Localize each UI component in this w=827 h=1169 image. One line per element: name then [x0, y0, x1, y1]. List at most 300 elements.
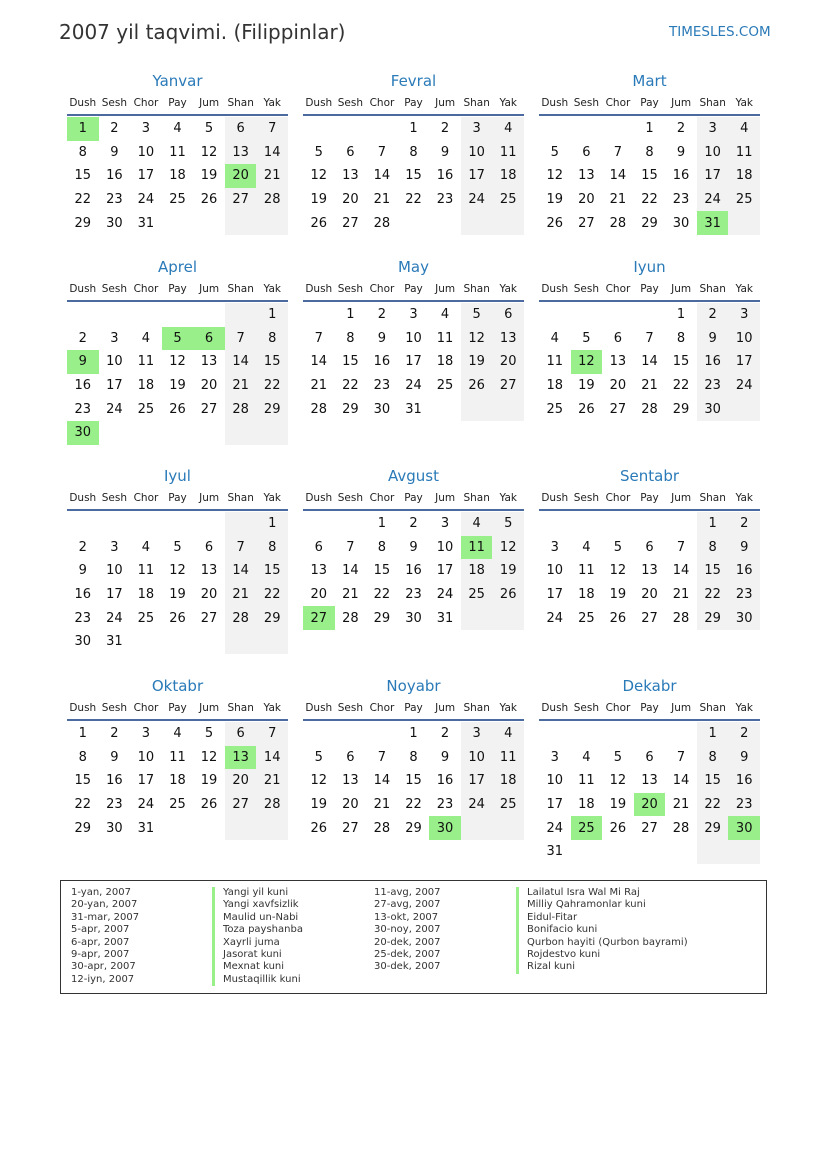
day-cell[interactable]: 23 — [697, 374, 729, 398]
day-cell[interactable]: 24 — [546, 610, 564, 626]
day-cell[interactable]: 22 — [342, 378, 359, 394]
day-cell[interactable]: 23 — [373, 378, 391, 394]
day-cell[interactable]: 29 — [697, 816, 729, 840]
day-cell[interactable]: 7 — [314, 330, 323, 346]
holiday-day[interactable]: 6 — [193, 327, 225, 351]
day-cell[interactable]: 4 — [550, 330, 559, 346]
day-cell[interactable]: 23 — [106, 797, 123, 813]
day-cell[interactable]: 7 — [256, 722, 288, 746]
day-cell[interactable]: 19 — [492, 559, 524, 583]
day-cell[interactable]: 29 — [697, 606, 729, 630]
day-cell[interactable]: 27 — [578, 215, 595, 231]
day-cell[interactable]: 14 — [672, 563, 690, 579]
day-cell[interactable]: 13 — [342, 773, 359, 789]
day-cell[interactable]: 11 — [728, 141, 760, 165]
day-cell[interactable]: 31 — [546, 844, 564, 860]
day-cell[interactable]: 18 — [578, 587, 595, 603]
day-cell[interactable]: 2 — [697, 303, 729, 327]
day-cell[interactable]: 27 — [225, 188, 257, 212]
holiday-day[interactable]: 27 — [303, 606, 335, 630]
day-cell[interactable]: 5 — [314, 144, 323, 160]
day-cell[interactable]: 18 — [137, 587, 155, 603]
day-cell[interactable]: 3 — [440, 516, 450, 532]
day-cell[interactable]: 10 — [137, 144, 155, 160]
day-cell[interactable]: 19 — [169, 378, 186, 394]
day-cell[interactable]: 26 — [310, 820, 328, 836]
day-cell[interactable]: 21 — [256, 164, 288, 188]
day-cell[interactable]: 24 — [137, 192, 155, 208]
day-cell[interactable]: 23 — [672, 192, 690, 208]
day-cell[interactable]: 17 — [697, 164, 729, 188]
day-cell[interactable]: 3 — [461, 117, 493, 141]
day-cell[interactable]: 17 — [137, 168, 155, 184]
day-cell[interactable]: 13 — [200, 354, 218, 370]
brand-link[interactable]: TIMESLES.COM — [669, 24, 771, 40]
day-cell[interactable]: 16 — [106, 773, 123, 789]
day-cell[interactable]: 31 — [106, 634, 123, 650]
day-cell[interactable]: 21 — [672, 797, 690, 813]
day-cell[interactable]: 27 — [641, 610, 658, 626]
day-cell[interactable]: 18 — [461, 559, 493, 583]
day-cell[interactable]: 16 — [373, 354, 391, 370]
day-cell[interactable]: 15 — [405, 168, 422, 184]
day-cell[interactable]: 18 — [546, 378, 564, 394]
day-cell[interactable]: 26 — [461, 374, 493, 398]
day-cell[interactable]: 11 — [578, 773, 595, 789]
day-cell[interactable]: 3 — [461, 722, 493, 746]
day-cell[interactable]: 17 — [106, 378, 123, 394]
day-cell[interactable]: 16 — [436, 773, 454, 789]
day-cell[interactable]: 10 — [405, 330, 422, 346]
day-cell[interactable]: 27 — [342, 820, 359, 836]
day-cell[interactable]: 2 — [728, 722, 760, 746]
day-cell[interactable]: 28 — [672, 820, 690, 836]
day-cell[interactable]: 20 — [609, 378, 627, 394]
day-cell[interactable]: 12 — [492, 536, 524, 560]
day-cell[interactable]: 26 — [609, 820, 627, 836]
day-cell[interactable]: 27 — [641, 820, 658, 836]
day-cell[interactable]: 3 — [110, 330, 119, 346]
day-cell[interactable]: 21 — [373, 192, 391, 208]
day-cell[interactable]: 23 — [728, 583, 760, 607]
day-cell[interactable]: 7 — [613, 144, 623, 160]
day-cell[interactable]: 19 — [461, 350, 493, 374]
day-cell[interactable]: 19 — [546, 192, 564, 208]
day-cell[interactable]: 1 — [697, 722, 729, 746]
day-cell[interactable]: 25 — [137, 401, 155, 417]
day-cell[interactable]: 9 — [110, 749, 119, 765]
day-cell[interactable]: 4 — [492, 722, 524, 746]
day-cell[interactable]: 4 — [582, 539, 591, 555]
day-cell[interactable]: 13 — [342, 168, 359, 184]
day-cell[interactable]: 29 — [74, 215, 92, 231]
day-cell[interactable]: 25 — [728, 188, 760, 212]
day-cell[interactable]: 7 — [225, 536, 257, 560]
day-cell[interactable]: 22 — [697, 583, 729, 607]
day-cell[interactable]: 8 — [256, 327, 288, 351]
day-cell[interactable]: 25 — [436, 378, 454, 394]
day-cell[interactable]: 20 — [342, 797, 359, 813]
day-cell[interactable]: 8 — [409, 749, 418, 765]
day-cell[interactable]: 17 — [461, 164, 493, 188]
day-cell[interactable]: 26 — [609, 610, 627, 626]
day-cell[interactable]: 30 — [697, 397, 729, 421]
day-cell[interactable]: 11 — [492, 746, 524, 770]
day-cell[interactable]: 14 — [641, 354, 658, 370]
day-cell[interactable]: 9 — [110, 144, 119, 160]
day-cell[interactable]: 9 — [728, 536, 760, 560]
day-cell[interactable]: 2 — [110, 121, 119, 137]
day-cell[interactable]: 12 — [546, 168, 564, 184]
day-cell[interactable]: 1 — [78, 726, 87, 742]
day-cell[interactable]: 9 — [676, 144, 686, 160]
day-cell[interactable]: 9 — [697, 327, 729, 351]
day-cell[interactable]: 21 — [342, 587, 359, 603]
day-cell[interactable]: 22 — [256, 583, 288, 607]
day-cell[interactable]: 24 — [461, 188, 493, 212]
day-cell[interactable]: 16 — [106, 168, 123, 184]
day-cell[interactable]: 18 — [169, 773, 186, 789]
day-cell[interactable]: 7 — [225, 327, 257, 351]
day-cell[interactable]: 22 — [256, 374, 288, 398]
day-cell[interactable]: 2 — [440, 726, 450, 742]
day-cell[interactable]: 28 — [225, 606, 257, 630]
day-cell[interactable]: 18 — [728, 164, 760, 188]
day-cell[interactable]: 10 — [106, 563, 123, 579]
day-cell[interactable]: 22 — [405, 797, 422, 813]
day-cell[interactable]: 24 — [546, 820, 564, 836]
day-cell[interactable]: 29 — [74, 820, 92, 836]
day-cell[interactable]: 27 — [200, 610, 218, 626]
day-cell[interactable]: 29 — [641, 215, 658, 231]
day-cell[interactable]: 27 — [492, 374, 524, 398]
day-cell[interactable]: 29 — [672, 401, 690, 417]
day-cell[interactable]: 13 — [578, 168, 595, 184]
day-cell[interactable]: 22 — [697, 793, 729, 817]
day-cell[interactable]: 23 — [74, 610, 92, 626]
day-cell[interactable]: 14 — [373, 168, 391, 184]
day-cell[interactable]: 8 — [409, 144, 418, 160]
day-cell[interactable]: 30 — [106, 215, 123, 231]
day-cell[interactable]: 8 — [676, 330, 686, 346]
day-cell[interactable]: 5 — [550, 144, 559, 160]
day-cell[interactable]: 23 — [436, 192, 454, 208]
day-cell[interactable]: 21 — [609, 192, 627, 208]
day-cell[interactable]: 25 — [137, 610, 155, 626]
day-cell[interactable]: 19 — [609, 587, 627, 603]
day-cell[interactable]: 28 — [373, 215, 391, 231]
day-cell[interactable]: 15 — [74, 773, 92, 789]
day-cell[interactable]: 24 — [728, 374, 760, 398]
day-cell[interactable]: 14 — [672, 773, 690, 789]
day-cell[interactable]: 15 — [405, 773, 422, 789]
day-cell[interactable]: 21 — [256, 769, 288, 793]
day-cell[interactable]: 30 — [672, 215, 690, 231]
day-cell[interactable]: 12 — [310, 773, 328, 789]
day-cell[interactable]: 12 — [461, 327, 493, 351]
day-cell[interactable]: 15 — [256, 350, 288, 374]
day-cell[interactable]: 28 — [256, 188, 288, 212]
day-cell[interactable]: 14 — [373, 773, 391, 789]
day-cell[interactable]: 19 — [310, 797, 328, 813]
day-cell[interactable]: 23 — [728, 793, 760, 817]
day-cell[interactable]: 1 — [256, 512, 288, 536]
day-cell[interactable]: 22 — [74, 797, 92, 813]
day-cell[interactable]: 17 — [106, 587, 123, 603]
day-cell[interactable]: 11 — [137, 354, 155, 370]
day-cell[interactable]: 14 — [342, 563, 359, 579]
day-cell[interactable]: 3 — [141, 726, 151, 742]
day-cell[interactable]: 19 — [169, 587, 186, 603]
day-cell[interactable]: 11 — [169, 144, 186, 160]
day-cell[interactable]: 28 — [225, 397, 257, 421]
day-cell[interactable]: 30 — [74, 634, 92, 650]
day-cell[interactable]: 26 — [169, 401, 186, 417]
day-cell[interactable]: 17 — [728, 350, 760, 374]
day-cell[interactable]: 2 — [110, 726, 119, 742]
day-cell[interactable]: 26 — [200, 192, 218, 208]
day-cell[interactable]: 12 — [169, 354, 186, 370]
day-cell[interactable]: 16 — [672, 168, 690, 184]
day-cell[interactable]: 24 — [697, 188, 729, 212]
day-cell[interactable]: 29 — [405, 820, 422, 836]
day-cell[interactable]: 1 — [377, 516, 387, 532]
day-cell[interactable]: 17 — [546, 587, 564, 603]
day-cell[interactable]: 6 — [346, 749, 355, 765]
holiday-day[interactable]: 25 — [571, 816, 603, 840]
day-cell[interactable]: 3 — [141, 121, 151, 137]
day-cell[interactable]: 6 — [492, 303, 524, 327]
day-cell[interactable]: 23 — [74, 401, 92, 417]
day-cell[interactable]: 8 — [377, 539, 387, 555]
day-cell[interactable]: 20 — [342, 192, 359, 208]
day-cell[interactable]: 25 — [169, 797, 186, 813]
day-cell[interactable]: 11 — [546, 354, 564, 370]
day-cell[interactable]: 18 — [492, 164, 524, 188]
day-cell[interactable]: 6 — [346, 144, 355, 160]
day-cell[interactable]: 26 — [200, 797, 218, 813]
day-cell[interactable]: 13 — [641, 563, 658, 579]
day-cell[interactable]: 31 — [436, 610, 454, 626]
day-cell[interactable]: 13 — [310, 563, 328, 579]
day-cell[interactable]: 8 — [78, 144, 87, 160]
day-cell[interactable]: 1 — [697, 512, 729, 536]
day-cell[interactable]: 29 — [342, 401, 359, 417]
day-cell[interactable]: 9 — [440, 144, 450, 160]
day-cell[interactable]: 3 — [728, 303, 760, 327]
day-cell[interactable]: 21 — [641, 378, 658, 394]
day-cell[interactable]: 22 — [672, 378, 690, 394]
day-cell[interactable]: 1 — [346, 307, 355, 323]
day-cell[interactable]: 7 — [676, 539, 686, 555]
day-cell[interactable]: 24 — [461, 793, 493, 817]
day-cell[interactable]: 4 — [141, 539, 151, 555]
holiday-day[interactable]: 12 — [571, 350, 603, 374]
day-cell[interactable]: 20 — [225, 769, 257, 793]
day-cell[interactable]: 24 — [106, 610, 123, 626]
day-cell[interactable]: 6 — [204, 539, 214, 555]
day-cell[interactable]: 8 — [645, 144, 654, 160]
day-cell[interactable]: 2 — [78, 330, 87, 346]
day-cell[interactable]: 24 — [436, 587, 454, 603]
day-cell[interactable]: 6 — [225, 722, 257, 746]
day-cell[interactable]: 20 — [492, 350, 524, 374]
day-cell[interactable]: 26 — [492, 583, 524, 607]
day-cell[interactable]: 5 — [582, 330, 591, 346]
day-cell[interactable]: 31 — [405, 401, 422, 417]
day-cell[interactable]: 26 — [578, 401, 595, 417]
day-cell[interactable]: 9 — [377, 330, 387, 346]
day-cell[interactable]: 19 — [578, 378, 595, 394]
day-cell[interactable]: 4 — [141, 330, 151, 346]
day-cell[interactable]: 19 — [609, 797, 627, 813]
day-cell[interactable]: 3 — [409, 307, 418, 323]
day-cell[interactable]: 11 — [436, 330, 454, 346]
day-cell[interactable]: 2 — [440, 121, 450, 137]
day-cell[interactable]: 6 — [645, 539, 654, 555]
day-cell[interactable]: 14 — [225, 559, 257, 583]
day-cell[interactable]: 28 — [256, 793, 288, 817]
day-cell[interactable]: 25 — [169, 192, 186, 208]
day-cell[interactable]: 22 — [405, 192, 422, 208]
day-cell[interactable]: 20 — [200, 587, 218, 603]
day-cell[interactable]: 15 — [342, 354, 359, 370]
day-cell[interactable]: 8 — [78, 749, 87, 765]
day-cell[interactable]: 28 — [609, 215, 627, 231]
day-cell[interactable]: 5 — [613, 539, 623, 555]
day-cell[interactable]: 27 — [342, 215, 359, 231]
day-cell[interactable]: 12 — [169, 563, 186, 579]
day-cell[interactable]: 6 — [314, 539, 323, 555]
day-cell[interactable]: 1 — [256, 303, 288, 327]
day-cell[interactable]: 22 — [373, 587, 391, 603]
day-cell[interactable]: 31 — [137, 820, 155, 836]
day-cell[interactable]: 24 — [137, 797, 155, 813]
day-cell[interactable]: 2 — [409, 516, 418, 532]
day-cell[interactable]: 13 — [641, 773, 658, 789]
day-cell[interactable]: 12 — [310, 168, 328, 184]
day-cell[interactable]: 10 — [436, 539, 454, 555]
day-cell[interactable]: 16 — [728, 769, 760, 793]
day-cell[interactable]: 10 — [546, 563, 564, 579]
day-cell[interactable]: 7 — [256, 117, 288, 141]
holiday-day[interactable]: 31 — [697, 211, 729, 235]
day-cell[interactable]: 27 — [200, 401, 218, 417]
day-cell[interactable]: 19 — [310, 192, 328, 208]
day-cell[interactable]: 3 — [550, 539, 559, 555]
day-cell[interactable]: 12 — [200, 144, 218, 160]
day-cell[interactable]: 9 — [409, 539, 418, 555]
day-cell[interactable]: 16 — [697, 350, 729, 374]
day-cell[interactable]: 1 — [409, 121, 418, 137]
day-cell[interactable]: 14 — [310, 354, 328, 370]
day-cell[interactable]: 5 — [613, 749, 623, 765]
day-cell[interactable]: 16 — [74, 587, 92, 603]
day-cell[interactable]: 4 — [582, 749, 591, 765]
day-cell[interactable]: 6 — [582, 144, 591, 160]
day-cell[interactable]: 23 — [106, 192, 123, 208]
day-cell[interactable]: 1 — [645, 121, 654, 137]
day-cell[interactable]: 2 — [676, 121, 686, 137]
day-cell[interactable]: 18 — [492, 769, 524, 793]
day-cell[interactable]: 30 — [373, 401, 391, 417]
day-cell[interactable]: 25 — [578, 610, 595, 626]
day-cell[interactable]: 9 — [728, 746, 760, 770]
day-cell[interactable]: 8 — [256, 536, 288, 560]
day-cell[interactable]: 5 — [204, 121, 214, 137]
day-cell[interactable]: 8 — [346, 330, 355, 346]
day-cell[interactable]: 23 — [436, 797, 454, 813]
day-cell[interactable]: 17 — [546, 797, 564, 813]
day-cell[interactable]: 26 — [546, 215, 564, 231]
day-cell[interactable]: 10 — [728, 327, 760, 351]
day-cell[interactable]: 1 — [409, 726, 418, 742]
day-cell[interactable]: 16 — [436, 168, 454, 184]
holiday-day[interactable]: 13 — [225, 746, 257, 770]
day-cell[interactable]: 5 — [173, 539, 182, 555]
day-cell[interactable]: 5 — [492, 512, 524, 536]
day-cell[interactable]: 30 — [728, 606, 760, 630]
day-cell[interactable]: 14 — [225, 350, 257, 374]
day-cell[interactable]: 15 — [672, 354, 690, 370]
day-cell[interactable]: 15 — [256, 559, 288, 583]
day-cell[interactable]: 8 — [697, 536, 729, 560]
holiday-day[interactable]: 30 — [429, 816, 461, 840]
day-cell[interactable]: 30 — [405, 610, 422, 626]
day-cell[interactable]: 22 — [74, 192, 92, 208]
day-cell[interactable]: 15 — [373, 563, 391, 579]
day-cell[interactable]: 17 — [405, 354, 422, 370]
day-cell[interactable]: 1 — [676, 307, 686, 323]
day-cell[interactable]: 16 — [74, 378, 92, 394]
day-cell[interactable]: 16 — [728, 559, 760, 583]
day-cell[interactable]: 2 — [728, 512, 760, 536]
day-cell[interactable]: 7 — [377, 144, 387, 160]
day-cell[interactable]: 12 — [609, 773, 627, 789]
day-cell[interactable]: 12 — [200, 749, 218, 765]
day-cell[interactable]: 13 — [492, 327, 524, 351]
holiday-day[interactable]: 5 — [162, 327, 194, 351]
day-cell[interactable]: 24 — [405, 378, 422, 394]
day-cell[interactable]: 13 — [200, 563, 218, 579]
day-cell[interactable]: 4 — [728, 117, 760, 141]
day-cell[interactable]: 17 — [461, 769, 493, 793]
day-cell[interactable]: 29 — [256, 397, 288, 421]
day-cell[interactable]: 10 — [137, 749, 155, 765]
day-cell[interactable]: 10 — [106, 354, 123, 370]
day-cell[interactable]: 18 — [436, 354, 454, 370]
day-cell[interactable]: 4 — [440, 307, 450, 323]
day-cell[interactable]: 21 — [225, 374, 257, 398]
day-cell[interactable]: 29 — [373, 610, 391, 626]
day-cell[interactable]: 13 — [609, 354, 627, 370]
day-cell[interactable]: 21 — [310, 378, 328, 394]
day-cell[interactable]: 3 — [110, 539, 119, 555]
day-cell[interactable]: 7 — [676, 749, 686, 765]
holiday-day[interactable]: 11 — [461, 536, 493, 560]
day-cell[interactable]: 4 — [461, 512, 493, 536]
day-cell[interactable]: 28 — [672, 610, 690, 626]
day-cell[interactable]: 7 — [377, 749, 387, 765]
day-cell[interactable]: 6 — [645, 749, 654, 765]
day-cell[interactable]: 18 — [169, 168, 186, 184]
day-cell[interactable]: 29 — [256, 606, 288, 630]
day-cell[interactable]: 28 — [641, 401, 658, 417]
day-cell[interactable]: 7 — [346, 539, 355, 555]
holiday-day[interactable]: 1 — [67, 117, 99, 141]
day-cell[interactable]: 21 — [373, 797, 391, 813]
day-cell[interactable]: 27 — [225, 793, 257, 817]
